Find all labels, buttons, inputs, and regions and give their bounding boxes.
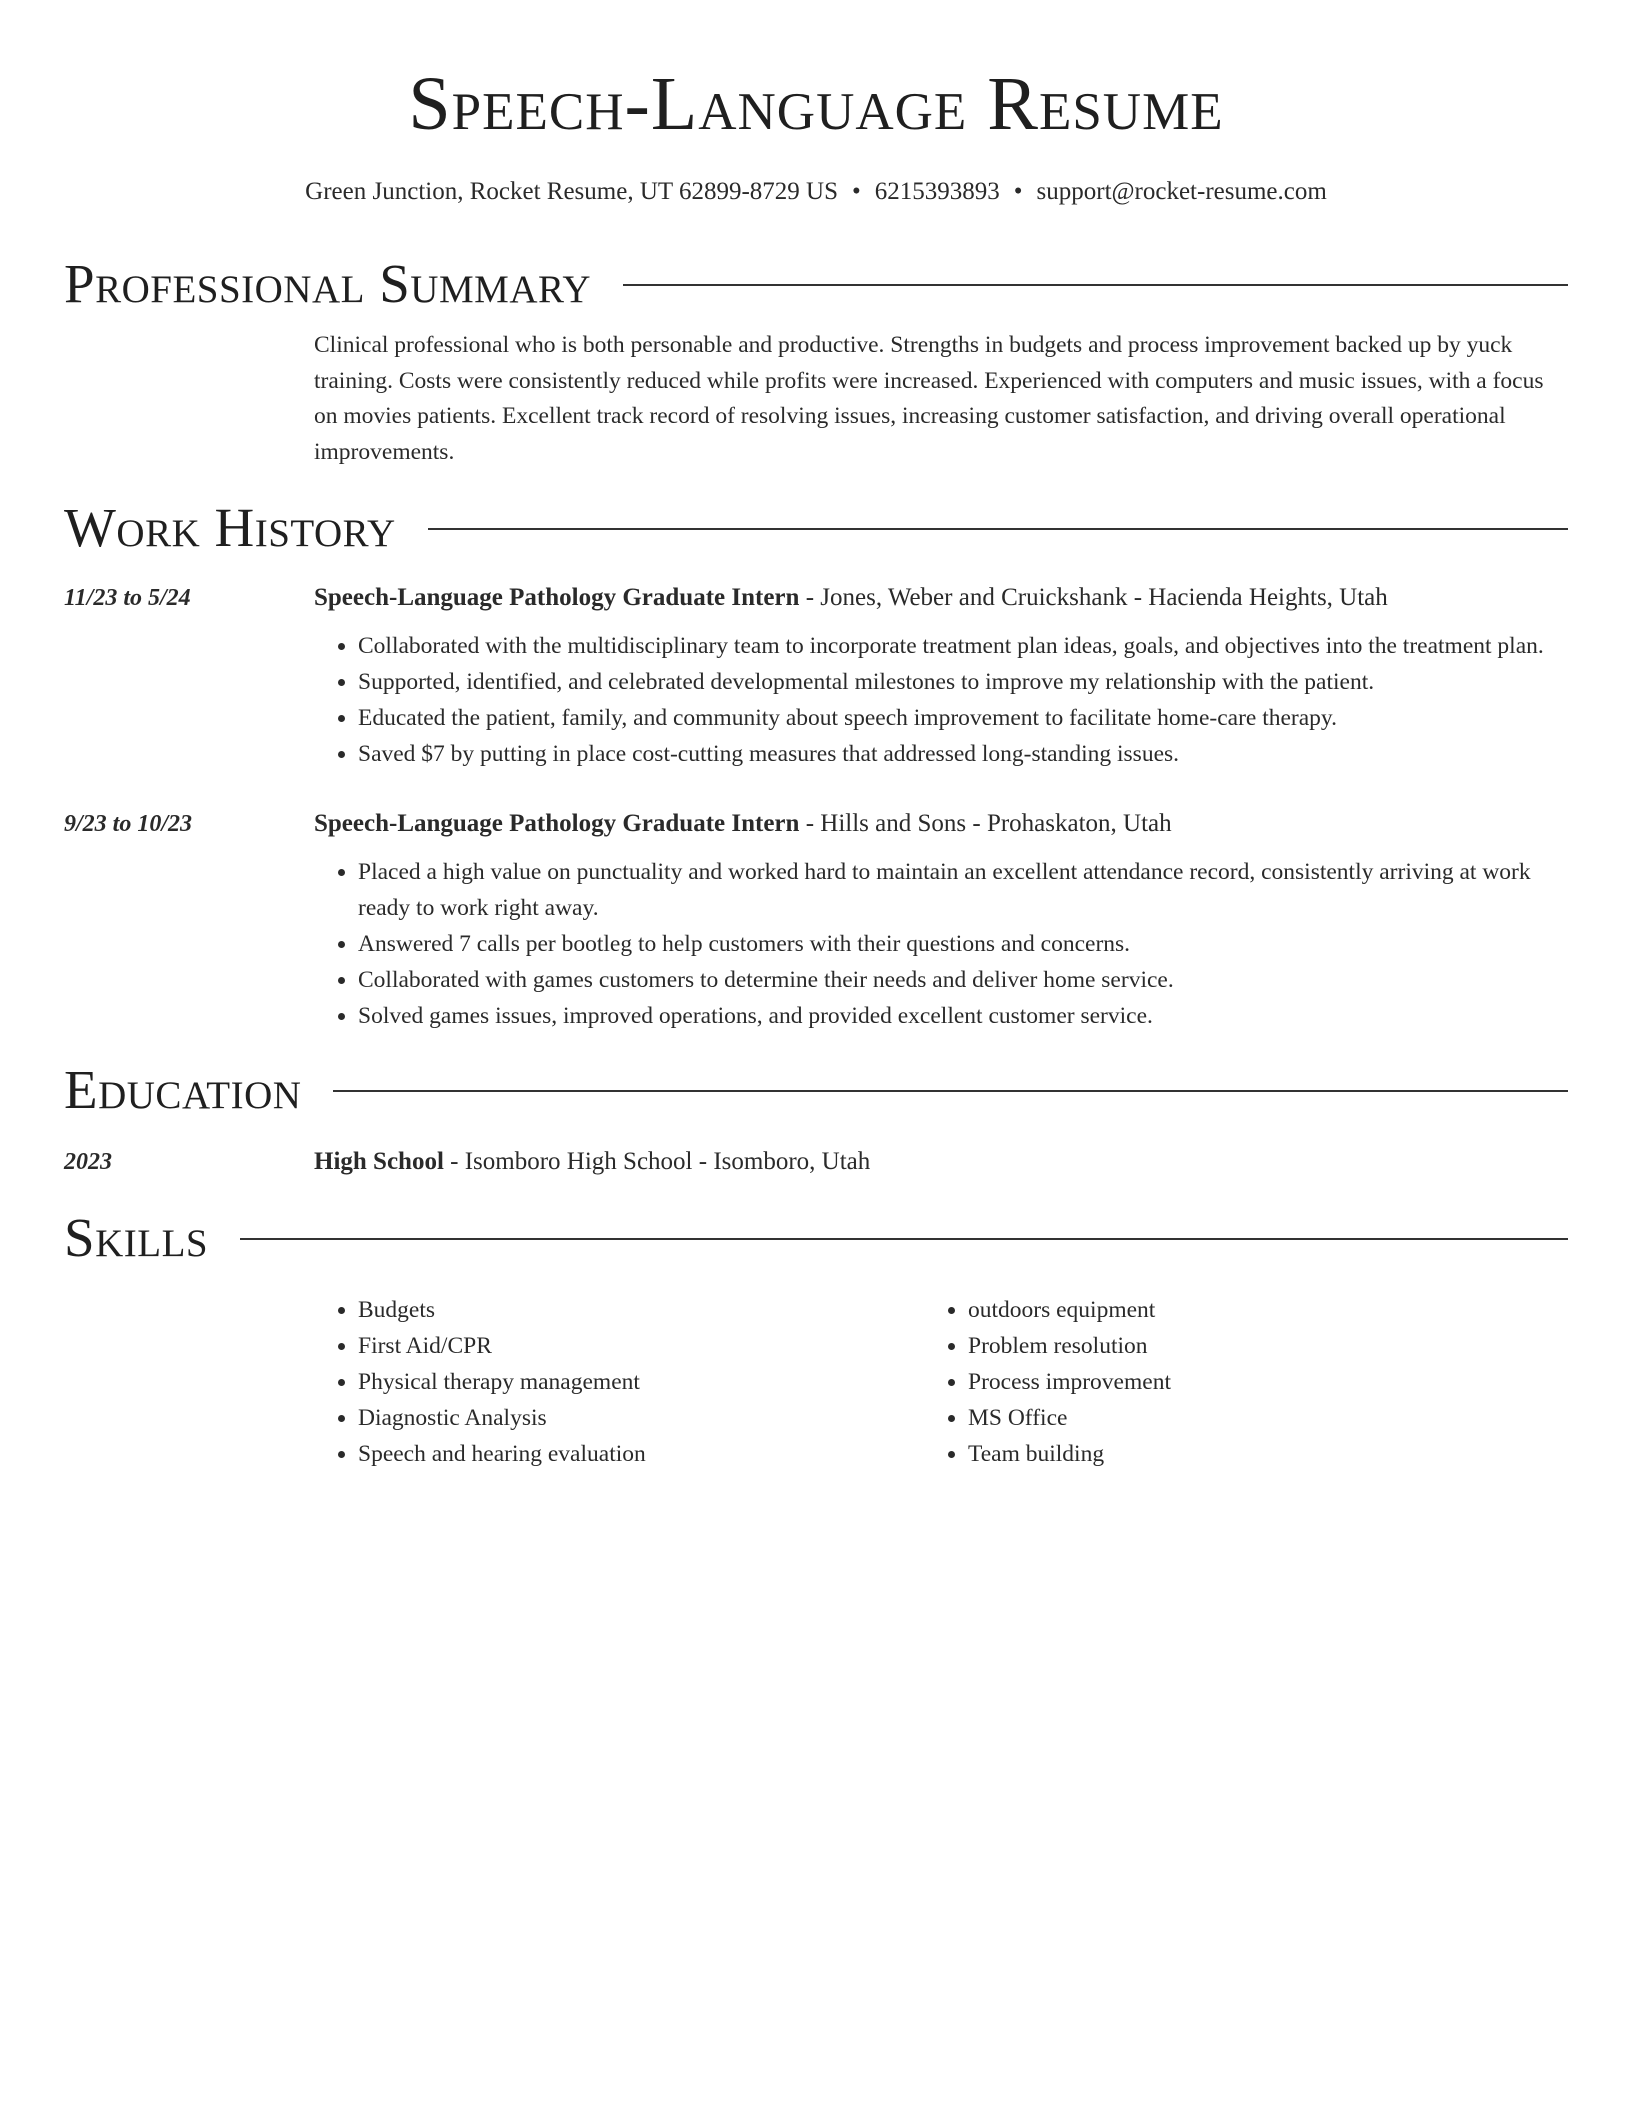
work-history-section [64, 496, 1568, 1034]
professional-summary-section [64, 252, 1568, 470]
skill-item: • outdoors equipment [968, 1292, 1534, 1328]
skill-item: • MS Office [968, 1400, 1534, 1436]
education-line [314, 1142, 1568, 1182]
job-title-line [314, 804, 1568, 844]
section-divider [240, 1238, 1568, 1240]
skills-section [64, 1206, 1568, 1472]
education-entry [64, 1142, 1568, 1182]
resume-header [64, 0, 1568, 208]
job-bullet: • Placed a high value on punctuality and worked hard to maintain an excellent attendance record, consistently arriving at work ready to work right away. [358, 854, 1568, 926]
job-bullet: • Answered 7 calls per bootleg to help customers with their questions and concerns. [358, 926, 1568, 962]
job-details [314, 578, 1568, 772]
section-divider [333, 1090, 1568, 1092]
education-section [64, 1058, 1568, 1182]
job-employer: - Jones, Weber and Cruickshank - Hacienda Heights, Utah [799, 584, 1388, 611]
job-bullet: • Solved games issues, improved operations, and provided excellent customer service. [358, 998, 1568, 1034]
skills-column-right [924, 1292, 1534, 1472]
education-school: - Isomboro High School - Isomboro, Utah [443, 1148, 871, 1175]
section-title: Education [64, 1059, 302, 1120]
job-entry [64, 804, 1568, 1034]
education-year: 2023 [64, 1149, 112, 1175]
contact-address: Green Junction, Rocket Resume, UT 62899-8729 US [305, 178, 838, 205]
resume-name: Speech-Language Resume [408, 62, 1224, 146]
job-bullet: • Supported, identified, and celebrated developmental milestones to improve my relationship with the patient. [358, 664, 1568, 700]
contact-phone: 6215393893 [874, 178, 1000, 205]
job-dates: 9/23 to 10/23 [64, 811, 193, 837]
skill-item: • Diagnostic Analysis [358, 1400, 924, 1436]
education-degree: High School [314, 1148, 444, 1175]
section-title: Skills [64, 1207, 209, 1268]
skill-item: • Speech and hearing evaluation [358, 1436, 924, 1472]
section-divider [428, 528, 1568, 530]
job-role: Speech-Language Pathology Graduate Intern [314, 810, 800, 837]
education-details [314, 1142, 1568, 1182]
contact-line [64, 176, 1568, 208]
skill-item: • Physical therapy management [358, 1364, 924, 1400]
skill-item: • Budgets [358, 1292, 924, 1328]
job-entry [64, 578, 1568, 772]
skill-item: • Problem resolution [968, 1328, 1534, 1364]
job-bullet: • Collaborated with games customers to determine their needs and deliver home service. [358, 962, 1568, 998]
section-title: Work History [64, 497, 396, 558]
section-heading [64, 1206, 1568, 1270]
skill-item: • First Aid/CPR [358, 1328, 924, 1364]
job-bullets [314, 854, 1568, 1034]
contact-separator: • [851, 178, 861, 205]
summary-text: Clinical professional who is both personable and productive. Strengths in budgets and process improvement backed up by yuck training. Costs were consistently reduced while profits were increased. Experienced with computers and music issues, with a focus on movies patients. Excellent track record of resolving issues, increasing customer satisfaction, and driving overall operational improvements. [314, 332, 1544, 465]
section-heading [64, 496, 1568, 560]
job-role: Speech-Language Pathology Graduate Intern [314, 584, 800, 611]
job-bullets [314, 628, 1568, 772]
skills-grid [314, 1292, 1568, 1472]
section-heading [64, 252, 1568, 316]
job-details [314, 804, 1568, 1034]
section-heading [64, 1058, 1568, 1122]
job-title-line [314, 578, 1568, 618]
job-dates: 11/23 to 5/24 [64, 585, 191, 611]
job-bullet: • Educated the patient, family, and community about speech improvement to facilitate home-care therapy. [358, 700, 1568, 736]
job-bullet: • Collaborated with the multidisciplinary team to incorporate treatment plan ideas, goals, and objectives into the treatment plan. [358, 628, 1568, 664]
skills-column-left [314, 1292, 924, 1472]
job-bullet: • Saved $7 by putting in place cost-cutting measures that addressed long-standing issues. [358, 736, 1568, 772]
section-divider [623, 284, 1568, 286]
section-title: Professional Summary [64, 253, 592, 314]
skill-item: • Team building [968, 1436, 1534, 1472]
contact-separator: • [1013, 178, 1023, 205]
contact-email: support@rocket-resume.com [1036, 178, 1327, 205]
job-employer: - Hills and Sons - Prohaskaton, Utah [799, 810, 1172, 837]
skill-item: • Process improvement [968, 1364, 1534, 1400]
